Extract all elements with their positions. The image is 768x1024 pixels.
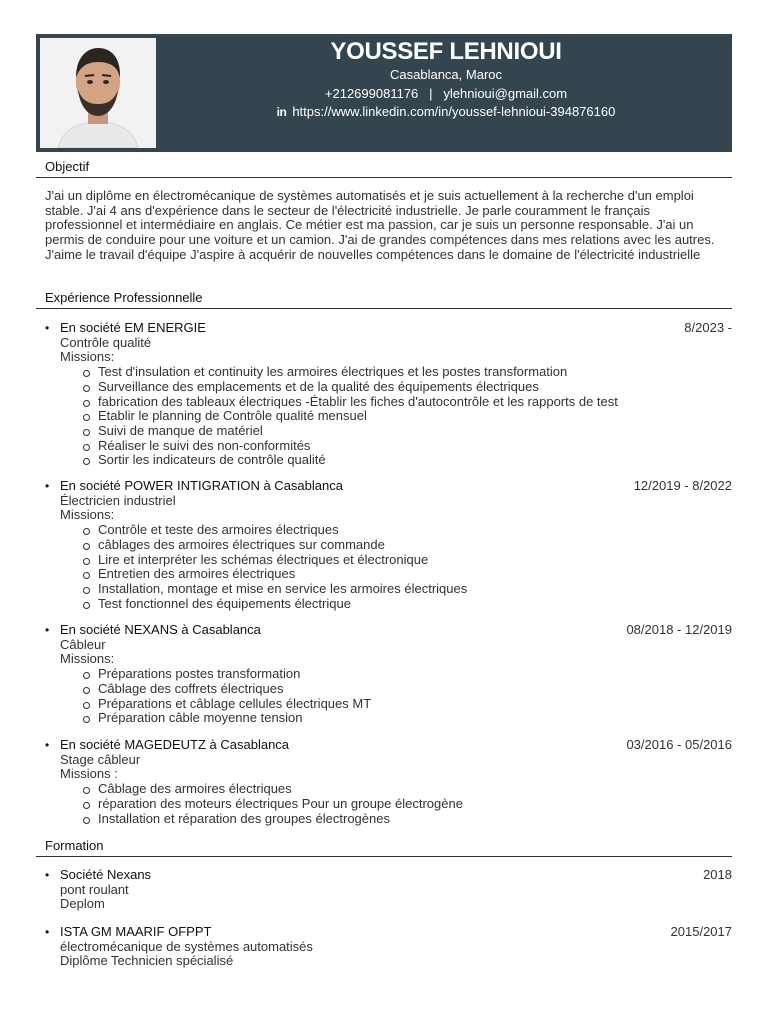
experience-entry — [45, 479, 732, 611]
mission-item: Installation et réparation des groupes électrogènes — [83, 812, 732, 827]
linkedin-line — [160, 103, 732, 122]
entry-date: 03/2016 - 05/2016 — [626, 737, 732, 752]
job-role: Contrôle qualité — [60, 334, 152, 350]
header-info — [160, 34, 732, 122]
entry-date: 2018 — [703, 867, 732, 882]
email-address[interactable]: ylehnioui@gmail.com — [443, 85, 568, 101]
mission-list — [45, 782, 732, 826]
mission-item: Sortir les indicateurs de contrôle qualité — [83, 453, 732, 468]
entry-header — [45, 925, 732, 940]
experience-entry — [45, 623, 732, 726]
entry-header — [45, 479, 732, 494]
mission-item: fabrication des tableaux électriques -Établir les fiches d'autocontrôle et les rapports de test — [83, 395, 732, 410]
section-title-objective: Objectif — [36, 158, 732, 178]
bullet-dot: • — [45, 925, 50, 939]
education-degree: Deplom — [60, 896, 105, 912]
objective-text: J'ai un diplôme en électromécanique de systèmes automatisés et je suis actuellement à la recherche d'un emploi stable. J'ai 4 ans d'expérience dans le secteur de l'électricité industrielle. Je parle couramment le français professionnel et intermédiaire en anglais. Ce métier est ma passion, car je suis un personne responsable. J'ai un permis de conduire pour une voiture et un camion. J'ai de grandes compétences dans mes relations avec les autres. J'aime le travail d'équipe J'aspire à acquérir de nouvelles compétences dans le domaine de l'électricité industrielle — [45, 188, 715, 262]
entry-date: 12/2019 - 8/2022 — [633, 478, 732, 493]
entry-header — [45, 321, 732, 336]
mission-item: Préparation câble moyenne tension — [83, 711, 732, 726]
section-title-education: Formation — [36, 837, 732, 857]
mission-item: réparation des moteurs électriques Pour un groupe électrogène — [83, 797, 732, 812]
location: Casablanca, Maroc — [390, 67, 502, 82]
mission-item: Lire et interpréter les schémas électriques et électronique — [83, 553, 732, 568]
contact-line — [160, 85, 732, 104]
section-title-experience: Expérience Professionnelle — [36, 289, 732, 309]
mission-item: Préparations et câblage cellules électriques MT — [83, 697, 732, 712]
mission-item: Test fonctionnel des équipements électrique — [83, 597, 732, 612]
bullet-dot: • — [45, 623, 50, 637]
entry-date: 08/2018 - 12/2019 — [626, 622, 732, 637]
entry-header — [45, 623, 732, 638]
bullet-dot: • — [45, 479, 50, 493]
mission-item: Câblage des coffrets électriques — [83, 682, 732, 697]
bullet-dot: • — [45, 321, 50, 335]
company-name: En société NEXANS à Casablanca — [60, 622, 261, 637]
profile-photo — [40, 38, 156, 148]
mission-item: Entretien des armoires électriques — [83, 567, 732, 582]
company-name: En société EM ENERGIE — [60, 320, 206, 335]
entry-header — [45, 868, 732, 883]
school-name: ISTA GM MAARIF OFPPT — [60, 924, 212, 939]
phone-number: +212699081176 — [324, 85, 419, 101]
mission-item: Contrôle et teste des armoires électriques — [83, 523, 732, 538]
mission-list — [45, 523, 732, 611]
education-entry — [45, 925, 732, 969]
company-name: En société MAGEDEUTZ à Casablanca — [60, 737, 290, 752]
mission-item: Test d'insulation et continuity les armoires électriques et les postes transformation — [83, 365, 732, 380]
missions-label: Missions : — [60, 766, 118, 782]
linkedin-url[interactable]: https://www.linkedin.com/in/youssef-lehnioui-394876160 — [292, 104, 616, 119]
mission-item: Suivi de manque de matériel — [83, 424, 732, 439]
candidate-name: YOUSSEF LEHNIOUI — [330, 38, 562, 65]
entry-header — [45, 738, 732, 753]
mission-list — [45, 365, 732, 468]
company-name: En société POWER INTIGRATION à Casablanca — [60, 478, 343, 493]
mission-list — [45, 667, 732, 726]
entry-date: 8/2023 - — [684, 320, 732, 335]
job-role: Câbleur — [60, 636, 106, 652]
person-portrait-icon — [40, 38, 156, 148]
mission-item: Etablir le planning de Contrôle qualité mensuel — [83, 409, 732, 424]
education-degree: Diplôme Technicien spécialisé — [60, 953, 234, 969]
job-role: Électricien industriel — [60, 492, 176, 508]
mission-item: Surveillance des emplacements et de la qualité des équipements électriques — [83, 380, 732, 395]
resume-header — [36, 34, 732, 152]
experience-entry — [45, 738, 732, 826]
mission-item: Installation, montage et mise en service les armoires électriques — [83, 582, 732, 597]
contact-separator: | — [429, 85, 433, 101]
experience-entry — [45, 321, 732, 468]
mission-item: Réaliser le suivi des non-conformités — [83, 439, 732, 454]
bullet-dot: • — [45, 868, 50, 882]
missions-label: Missions: — [60, 349, 115, 365]
missions-label: Missions: — [60, 651, 115, 667]
mission-item: Préparations postes transformation — [83, 667, 732, 682]
entry-date: 2015/2017 — [670, 924, 732, 939]
education-field: pont roulant — [60, 881, 129, 897]
mission-item: câblages des armoires électriques sur commande — [83, 538, 732, 553]
bullet-dot: • — [45, 738, 50, 752]
mission-item: Câblage des armoires électriques — [83, 782, 732, 797]
linkedin-icon: in — [276, 105, 287, 119]
job-role: Stage câbleur — [60, 751, 141, 767]
education-field: électromécanique de systèmes automatisés — [60, 938, 313, 954]
education-entry — [45, 868, 732, 912]
school-name: Société Nexans — [60, 867, 152, 882]
missions-label: Missions: — [60, 507, 115, 523]
